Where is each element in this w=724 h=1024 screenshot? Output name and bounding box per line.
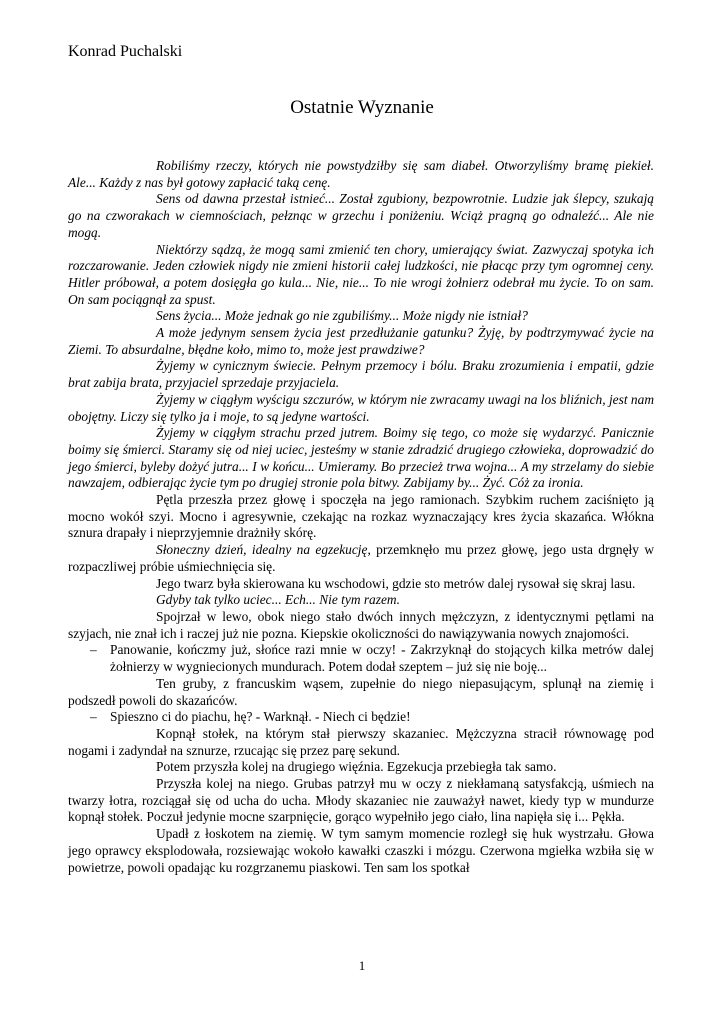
paragraph: Żyjemy w ciągłym strachu przed jutrem. Boimy się tego, co może się wydarzyć. Panicznie boimy się śmierci. Staramy się od niej uciec, jesteśmy w stanie zdradzić drugiego człowieka, doprowadzić do jego śmierci, byleby dożyć jutra... I w końcu... Umieramy. Bo przecież trwa wojna... A my strzelamy do siebie nawzajem, odbierając życie tym po drugiej stronie pola bitwy. Zabijamy by... Żyć. Cóż za ironia. bbox=[68, 425, 654, 491]
document-body bbox=[68, 158, 654, 876]
page-number: 1 bbox=[358, 958, 366, 973]
dialogue-line: – Panowanie, kończmy już, słońce razi mnie w oczy! - Zakrzyknął do stojących kilka metrów dalej żołnierzy w wygniecionych mundurach. Potem dodał szeptem – już się nie boję... bbox=[68, 642, 654, 675]
narration-text: , przemknęło mu przez głowę, jego usta drgnęły w rozpaczliwej próbie uśmiechnięcia się. bbox=[68, 542, 654, 574]
paragraph: Kopnął stołek, na którym stał pierwszy skazaniec. Mężczyzna stracił równowagę pod nogami i zadyndał na sznurze, rzucając się przez parę sekund. bbox=[68, 725, 654, 758]
dialogue-line: – Spieszno ci do piachu, hę? - Warknął. - Niech ci będzie! bbox=[68, 709, 654, 726]
paragraph: Spojrzał w lewo, obok niego stało dwóch innych mężczyzn, z identycznymi pętlami na szyjach, nie znał ich i raczej już nie pozna. Kiepskie okoliczności do nawiązywania nowych znajomości. bbox=[68, 608, 654, 641]
document-title: Ostatnie Wyznanie bbox=[290, 97, 434, 118]
italic-thought: Słoneczny dzień, idealny na egzekucję bbox=[156, 542, 368, 558]
paragraph: A może jedynym sensem życia jest przedłużanie gatunku? Żyję, by podtrzymywać życie na Ziemi. To absurdalne, błędne koło, mimo to, może jest prawdziwe? bbox=[68, 325, 654, 357]
paragraph: Niektórzy sądzą, że mogą sami zmienić ten chory, umierający świat. Zazwyczaj spotyka ich rozczarowanie. Jeden człowiek nigdy nie zmieni historii całej ludzkości, nie płacąc przy tym ogromnej ceny. Hitler próbował, a potem dosięgła go kula... Nie, nie... To nie wrogi żołnierz odebrał mu życie. To on sam. On sam pociągnął za spust. bbox=[68, 241, 654, 307]
author-name: Konrad Puchalski bbox=[68, 43, 183, 60]
paragraph: Pętla przeszła przez głowę i spoczęła na jego ramionach. Szybkim ruchem zaciśnięto ją mocno wokół szyi. Mocno i agresywnie, czekając na rozkaz wyznaczający kres życia skazańca. Włókna sznura drapały i nieprzyjemnie drażniły skórę. bbox=[68, 492, 654, 541]
paragraph: Ten gruby, z francuskim wąsem, zupełnie do niego niepasującym, splunął na ziemię i podszedł powoli do skazańców. bbox=[68, 675, 654, 708]
paragraph: Żyjemy w ciągłym wyścigu szczurów, w którym nie zwracamy uwagi na los bliźnich, jest nam obojętny. Liczy się tylko ja i moje, to są jedyne wartości. bbox=[68, 391, 654, 424]
paragraph: Robiliśmy rzeczy, których nie powstydziłby się sam diabeł. Otworzyliśmy bramę piekieł. Ale... Każdy z nas był gotowy zapłacić taką cenę. bbox=[68, 158, 654, 190]
paragraph: Sens od dawna przestał istnieć... Został zgubiony, bezpowrotnie. Ludzie jak ślepcy, szukają go na czworakach w ciemnościach, pełznąc w grzechu i poniżeniu. Wciąż pragną go odnaleźć... Ale nie mogą. bbox=[68, 191, 654, 240]
paragraph: Przyszła kolej na niego. Grubas patrzył mu w oczy z niekłamaną satysfakcją, uśmiech na twarzy łotra, rozciągał się od ucha do ucha. Młody skazaniec nie zauważył nawet, kiedy typ w mundurze kopnął stołek. Poczuł jedynie mocne szarpnięcie, gorąco wypełniło jego ciało, lina napięła się i... Pękła. bbox=[68, 776, 654, 825]
paragraph: Gdyby tak tylko uciec... Ech... Nie tym razem. bbox=[156, 592, 400, 608]
paragraph-mixed bbox=[68, 542, 654, 575]
paragraph: Jego twarz była skierowana ku wschodowi, gdzie sto metrów dalej rysował się skraj lasu. bbox=[156, 575, 636, 591]
paragraph: Potem przyszła kolej na drugiego więźnia. Egzekucja przebiegła tak samo. bbox=[156, 759, 557, 775]
paragraph: Sens życia... Może jednak go nie zgubiliśmy... Może nigdy nie istniał? bbox=[156, 308, 528, 324]
paragraph: Żyjemy w cynicznym świecie. Pełnym przemocy i bólu. Braku zrozumienia i empatii, gdzie brat zabija brata, przyjaciel sprzedaje przyjaciela. bbox=[68, 358, 654, 391]
paragraph: Upadł z łoskotem na ziemię. W tym samym momencie rozległ się huk wystrzału. Głowa jego oprawcy eksplodowała, rozsiewając wokoło kawałki czaszki i mózgu. Czerwona mgiełka wzbiła się w powietrze, powoli opadając ku rozgrzanemu piaskowi. Ten sam los spotkał bbox=[68, 826, 654, 875]
